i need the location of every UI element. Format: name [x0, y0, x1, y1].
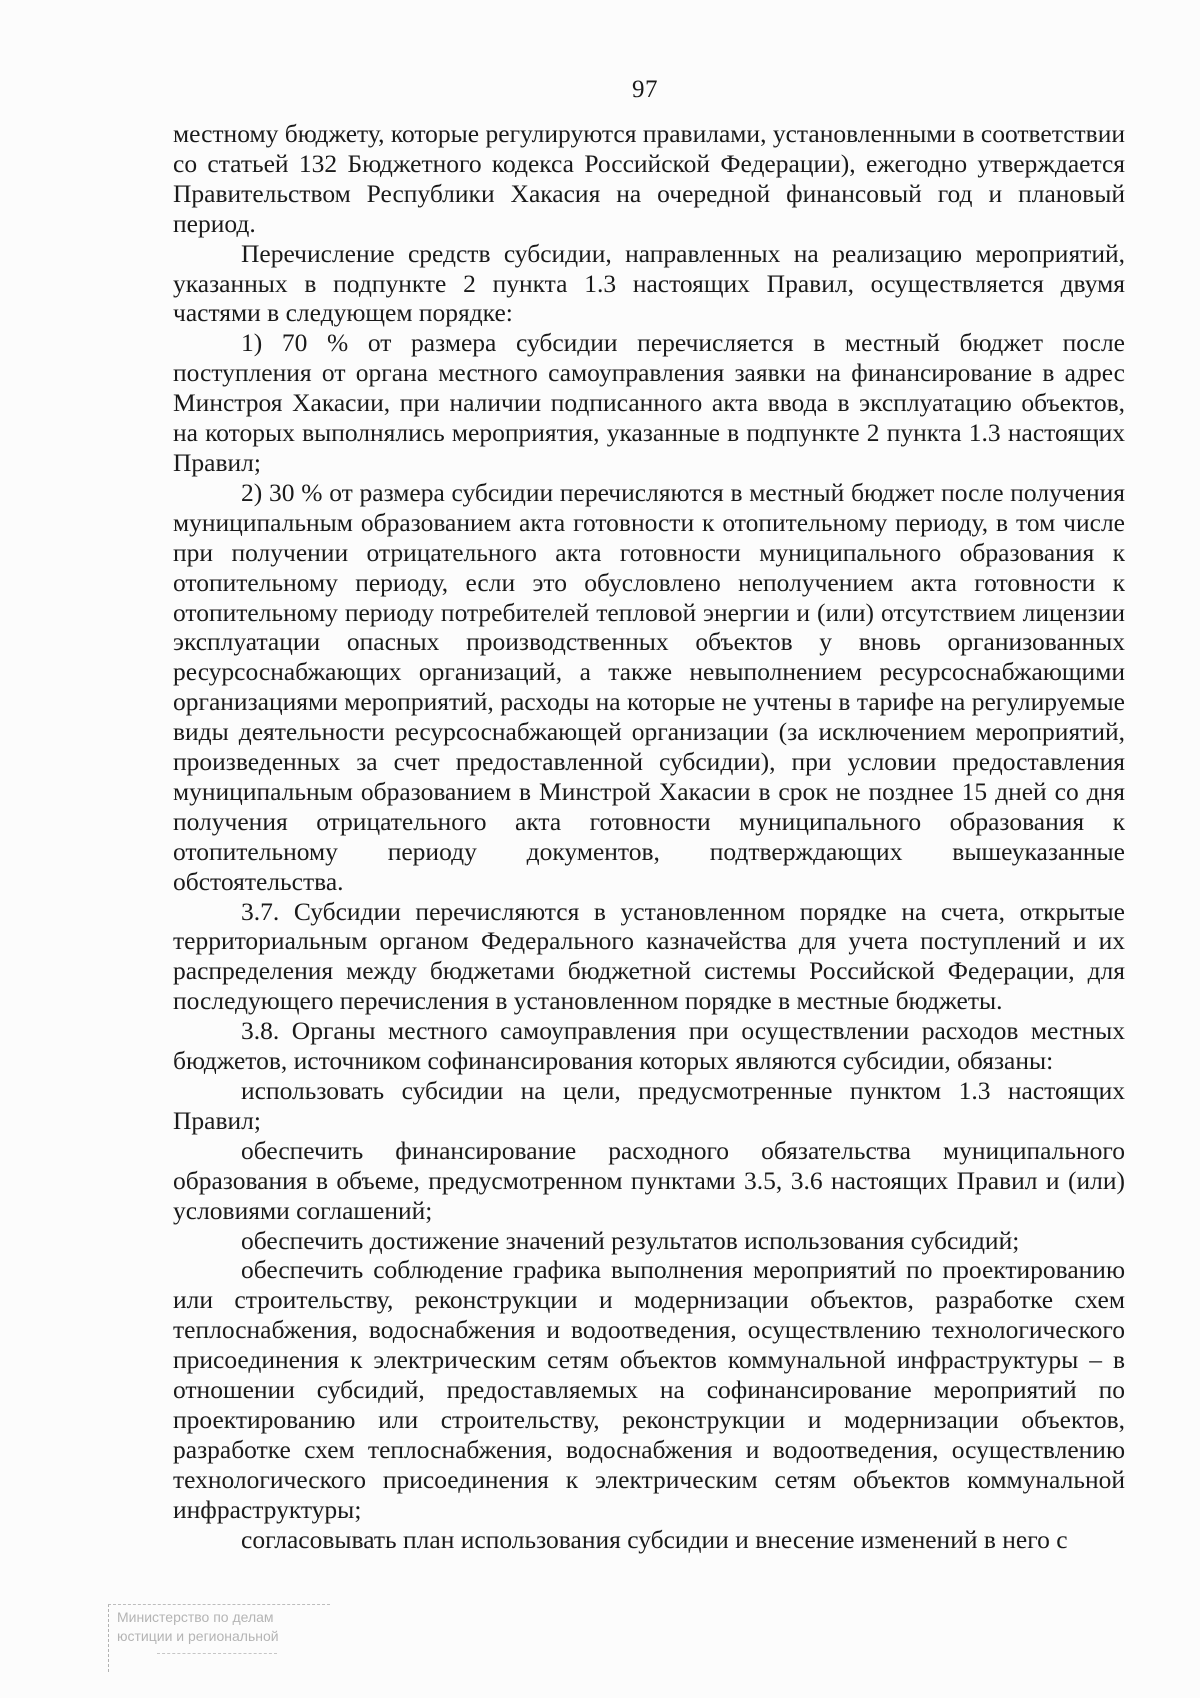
paragraph: местному бюджету, которые регулируются правилами, установленными в соответствии со статьей 132 Бюджетного кодекса Российской Федерации), ежегодно утверждается Правительством Республики Хакасия на очередной финансовый год и плановый период. [173, 119, 1125, 238]
paragraph: использовать субсидии на цели, предусмотренные пунктом 1.3 настоящих Правил; [173, 1076, 1125, 1135]
stamp-line: Министерство по делам [117, 1609, 274, 1625]
paragraph: Перечисление средств субсидии, направленных на реализацию мероприятий, указанных в подпункте 2 пункта 1.3 настоящих Правил, осуществляется двумя частями в следующем порядке: [173, 238, 1125, 328]
registration-stamp [108, 1604, 330, 1672]
paragraph: 2) 30 % от размера субсидии перечисляются в местный бюджет после получения муниципальным образованием акта готовности к отопительному периоду, в том числе при получении отрицательного акта готовности муниципального образования к отопительному периоду, если это обусловлено неполучением акта готовности к отопительному периоду потребителей тепловой энергии и (или) отсутствием лицензии эксплуатации опасных производственных объектов у вновь организованных ресурсоснабжающих организаций, а также невыполнением ресурсоснабжающими организациями мероприятий, расходы на которые не учтены в тарифе на регулируемые виды деятельности ресурсоснабжающей организации (за исключением мероприятий, произведенных за счет предоставленной субсидии), при условии предоставления муниципальным образованием в Минстрой Хакасии в срок не позднее 15 дней со дня получения отрицательного акта готовности муниципального образования к отопительному периоду документов, подтверждающих вышеуказанные обстоятельства. [173, 477, 1125, 896]
stamp-line: юстиции и региональной [117, 1628, 279, 1644]
paragraph: согласовывать план использования субсидии и внесение изменений в него с [241, 1524, 1068, 1554]
page-number: 97 [632, 76, 658, 103]
body-text [173, 119, 1125, 1555]
paragraph: обеспечить финансирование расходного обязательства муниципального образования в объеме, предусмотренном пунктами 3.5, 3.6 настоящих Правил и (или) условиями соглашений; [173, 1135, 1125, 1225]
paragraph: 1) 70 % от размера субсидии перечисляется в местный бюджет после поступления от органа местного самоуправления заявки на финансирование в адрес Минстроя Хакасии, при наличии подписанного акта ввода в эксплуатацию объектов, на которых выполнялись мероприятия, указанные в подпункте 2 пункта 1.3 настоящих Правил; [173, 328, 1125, 477]
paragraph: обеспечить соблюдение графика выполнения мероприятий по проектированию или строительству, реконструкции и модернизации объектов, разработке схем теплоснабжения, водоснабжения и водоотведения, осуществлению технологического присоединения к электрическим сетям объектов коммунальной инфраструктуры – в отношении субсидий, предоставляемых на софинансирование мероприятий по проектированию или строительству, реконструкции и модернизации объектов, разработке схем теплоснабжения, водоснабжения и водоотведения, осуществлению технологического присоединения к электрическим сетям объектов коммунальной инфраструктуры; [173, 1255, 1125, 1524]
paragraph: обеспечить достижение значений результатов использования субсидий; [241, 1225, 1020, 1255]
paragraph: 3.8. Органы местного самоуправления при осуществлении расходов местных бюджетов, источником софинансирования которых являются субсидии, обязаны: [173, 1016, 1125, 1076]
paragraph: 3.7. Субсидии перечисляются в установленном порядке на счета, открытые территориальным органом Федерального казначейства для учета поступлений и их распределения между бюджетами бюджетной системы Российской Федерации, для последующего перечисления в установленном порядке в местные бюджеты. [173, 896, 1125, 1016]
stamp-divider [157, 1653, 277, 1654]
